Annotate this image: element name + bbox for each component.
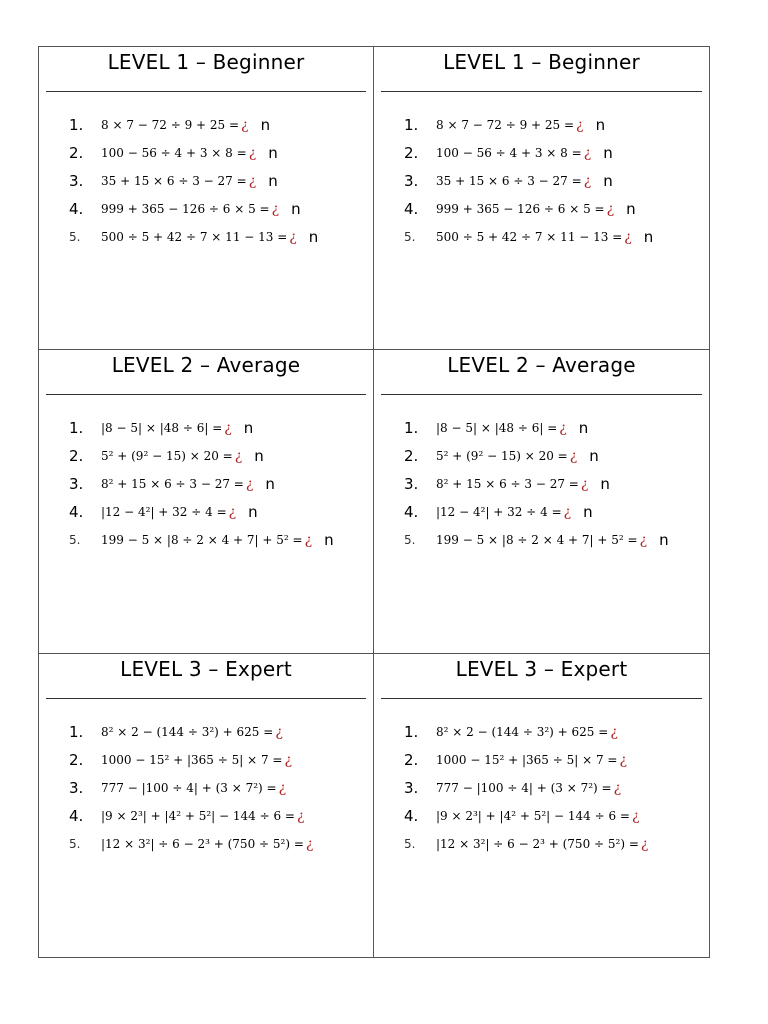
problem-number: 1. bbox=[69, 722, 84, 741]
problem-expression: |9 × 2³| + |4² + 5²| − 144 ÷ 6 = bbox=[436, 808, 630, 823]
problem-item bbox=[404, 167, 705, 195]
card-title: LEVEL 1 – Beginner bbox=[443, 50, 640, 74]
problem-number: 3. bbox=[404, 778, 419, 797]
problem-item bbox=[69, 139, 369, 167]
answer-suffix: n bbox=[260, 116, 271, 134]
problem-expression: |8 − 5| × |48 ÷ 6| = bbox=[436, 421, 558, 436]
problem-expression: 500 ÷ 5 + 42 ÷ 7 × 11 − 13 = bbox=[436, 230, 623, 244]
problem-number: 2. bbox=[69, 447, 84, 466]
problem-number: 3. bbox=[404, 475, 419, 494]
problem-item bbox=[69, 470, 369, 498]
problem-list bbox=[404, 111, 705, 251]
problem-expression: 8² × 2 − (144 ÷ 3²) + 625 = bbox=[436, 724, 609, 739]
problem-number: 3. bbox=[69, 778, 84, 797]
answer-mark: ¿ bbox=[619, 751, 627, 768]
answer-mark: ¿ bbox=[639, 532, 648, 549]
problem-expression: 35 + 15 × 6 ÷ 3 − 27 = bbox=[101, 174, 247, 188]
problem-item bbox=[69, 718, 369, 746]
answer-suffix: n bbox=[583, 503, 593, 522]
problem-expression: 1000 − 15² + |365 ÷ 5| × 7 = bbox=[101, 752, 283, 767]
answer-suffix: n bbox=[248, 503, 258, 522]
problem-expression: 5² + (9² − 15) × 20 = bbox=[101, 449, 233, 464]
problem-expression: 199 − 5 × |8 ÷ 2 × 4 + 7| + 5² = bbox=[436, 533, 638, 548]
problem-item bbox=[404, 414, 705, 442]
problem-item bbox=[69, 746, 369, 774]
card-level-1-left bbox=[39, 47, 374, 350]
answer-mark: ¿ bbox=[296, 807, 305, 824]
problem-item bbox=[69, 830, 369, 858]
problem-item bbox=[404, 526, 705, 554]
title-divider bbox=[46, 394, 366, 395]
card-title: LEVEL 3 – Expert bbox=[120, 656, 292, 681]
answer-suffix: n bbox=[603, 172, 613, 190]
worksheet-grid bbox=[38, 46, 710, 958]
card-title: LEVEL 1 – Beginner bbox=[107, 50, 305, 74]
problem-expression: 199 − 5 × |8 ÷ 2 × 4 + 7| + 5² = bbox=[101, 533, 303, 548]
problem-expression: 777 − |100 ÷ 4| + (3 × 7²) = bbox=[436, 780, 612, 795]
title-divider bbox=[381, 394, 702, 395]
answer-mark: ¿ bbox=[576, 117, 584, 133]
problem-number: 1. bbox=[404, 419, 419, 438]
problem-number: 4. bbox=[69, 200, 84, 218]
problem-expression: |8 − 5| × |48 ÷ 6| = bbox=[101, 421, 223, 436]
problem-item bbox=[69, 498, 369, 526]
answer-suffix: n bbox=[595, 116, 606, 134]
answer-mark: ¿ bbox=[606, 201, 615, 217]
card-level-2-right bbox=[374, 350, 709, 653]
problem-expression: |12 − 4²| + 32 ÷ 4 = bbox=[101, 505, 227, 520]
problem-item bbox=[404, 718, 705, 746]
problem-number: 1. bbox=[69, 419, 84, 438]
answer-mark: ¿ bbox=[224, 420, 232, 437]
problem-number: 2. bbox=[404, 750, 419, 769]
answer-mark: ¿ bbox=[278, 779, 287, 796]
answer-suffix: n bbox=[324, 531, 334, 550]
problem-item bbox=[69, 111, 369, 139]
problem-item bbox=[69, 414, 369, 442]
problem-expression: |12 × 3²| ÷ 6 − 2³ + (750 ÷ 5²) = bbox=[436, 836, 639, 851]
answer-suffix: n bbox=[254, 447, 264, 466]
problem-list bbox=[69, 111, 369, 251]
title-divider bbox=[46, 91, 366, 92]
answer-mark: ¿ bbox=[275, 723, 283, 740]
answer-mark: ¿ bbox=[563, 504, 572, 521]
answer-suffix: n bbox=[291, 200, 301, 218]
problem-list bbox=[404, 718, 705, 858]
answer-mark: ¿ bbox=[583, 145, 592, 161]
problem-number: 4. bbox=[404, 200, 419, 218]
answer-mark: ¿ bbox=[304, 532, 313, 549]
problem-list bbox=[69, 718, 369, 858]
problem-number: 3. bbox=[69, 172, 84, 190]
problem-number: 4. bbox=[69, 503, 84, 522]
problem-number: 5. bbox=[69, 533, 81, 548]
problem-number: 5. bbox=[404, 836, 416, 851]
title-divider bbox=[381, 698, 702, 699]
problem-item bbox=[69, 223, 369, 251]
problem-expression: 8² + 15 × 6 ÷ 3 − 27 = bbox=[436, 477, 579, 492]
problem-number: 5. bbox=[69, 836, 81, 851]
problem-item bbox=[404, 442, 705, 470]
problem-item bbox=[404, 139, 705, 167]
answer-suffix: n bbox=[268, 172, 278, 190]
problem-expression: 8 × 7 − 72 ÷ 9 + 25 = bbox=[436, 118, 575, 132]
problem-item bbox=[69, 167, 369, 195]
problem-expression: 100 − 56 ÷ 4 + 3 × 8 = bbox=[436, 146, 582, 160]
problem-list bbox=[404, 414, 705, 554]
answer-mark: ¿ bbox=[569, 448, 578, 465]
problem-number: 3. bbox=[69, 475, 84, 494]
problem-number: 1. bbox=[69, 116, 84, 134]
answer-suffix: n bbox=[603, 144, 613, 162]
problem-number: 3. bbox=[404, 172, 419, 190]
answer-suffix: n bbox=[659, 531, 669, 550]
answer-mark: ¿ bbox=[580, 476, 589, 493]
problem-number: 2. bbox=[404, 447, 419, 466]
card-level-2-left bbox=[39, 350, 374, 653]
answer-suffix: n bbox=[308, 228, 319, 246]
problem-list bbox=[69, 414, 369, 554]
answer-mark: ¿ bbox=[289, 229, 297, 245]
problem-expression: 8 × 7 − 72 ÷ 9 + 25 = bbox=[101, 118, 240, 132]
problem-number: 4. bbox=[404, 806, 419, 825]
answer-mark: ¿ bbox=[241, 117, 249, 133]
problem-number: 4. bbox=[404, 503, 419, 522]
problem-item bbox=[404, 223, 705, 251]
answer-mark: ¿ bbox=[234, 448, 243, 465]
card-title: LEVEL 2 – Average bbox=[111, 353, 301, 378]
problem-item bbox=[404, 802, 705, 830]
problem-item bbox=[69, 526, 369, 554]
card-title: LEVEL 2 – Average bbox=[447, 353, 636, 378]
problem-expression: |9 × 2³| + |4² + 5²| − 144 ÷ 6 = bbox=[101, 808, 295, 823]
answer-mark: ¿ bbox=[305, 835, 314, 852]
problem-expression: |12 − 4²| + 32 ÷ 4 = bbox=[436, 505, 562, 520]
problem-number: 2. bbox=[69, 750, 84, 769]
card-title: LEVEL 3 – Expert bbox=[455, 656, 628, 681]
problem-expression: 8² × 2 − (144 ÷ 3²) + 625 = bbox=[101, 724, 274, 739]
problem-item bbox=[69, 774, 369, 802]
answer-suffix: n bbox=[243, 419, 254, 438]
answer-suffix: n bbox=[589, 447, 599, 466]
answer-suffix: n bbox=[600, 475, 610, 494]
answer-mark: ¿ bbox=[583, 173, 592, 189]
answer-mark: ¿ bbox=[613, 779, 622, 796]
card-level-3-left bbox=[39, 654, 374, 957]
problem-expression: |12 × 3²| ÷ 6 − 2³ + (750 ÷ 5²) = bbox=[101, 836, 304, 851]
problem-item bbox=[404, 774, 705, 802]
answer-mark: ¿ bbox=[610, 723, 618, 740]
card-level-1-right bbox=[374, 47, 709, 350]
title-divider bbox=[381, 91, 702, 92]
answer-mark: ¿ bbox=[284, 751, 292, 768]
answer-mark: ¿ bbox=[248, 145, 257, 161]
problem-number: 5. bbox=[404, 230, 416, 244]
problem-item bbox=[69, 442, 369, 470]
problem-number: 5. bbox=[69, 230, 81, 244]
problem-expression: 100 − 56 ÷ 4 + 3 × 8 = bbox=[101, 146, 247, 160]
answer-suffix: n bbox=[578, 419, 589, 438]
problem-number: 5. bbox=[404, 533, 416, 548]
answer-suffix: n bbox=[643, 228, 654, 246]
problem-expression: 8² + 15 × 6 ÷ 3 − 27 = bbox=[101, 477, 244, 492]
answer-mark: ¿ bbox=[559, 420, 567, 437]
answer-mark: ¿ bbox=[271, 201, 280, 217]
problem-expression: 1000 − 15² + |365 ÷ 5| × 7 = bbox=[436, 752, 618, 767]
problem-number: 1. bbox=[404, 722, 419, 741]
problem-number: 4. bbox=[69, 806, 84, 825]
problem-item bbox=[404, 195, 705, 223]
problem-expression: 35 + 15 × 6 ÷ 3 − 27 = bbox=[436, 174, 582, 188]
problem-item bbox=[404, 830, 705, 858]
problem-number: 2. bbox=[404, 144, 419, 162]
answer-mark: ¿ bbox=[640, 835, 649, 852]
problem-item bbox=[69, 195, 369, 223]
problem-item bbox=[404, 470, 705, 498]
answer-suffix: n bbox=[268, 144, 278, 162]
problem-expression: 999 + 365 − 126 ÷ 6 × 5 = bbox=[436, 202, 605, 216]
problem-expression: 500 ÷ 5 + 42 ÷ 7 × 11 − 13 = bbox=[101, 230, 288, 244]
answer-mark: ¿ bbox=[631, 807, 640, 824]
problem-item bbox=[69, 802, 369, 830]
problem-number: 2. bbox=[69, 144, 84, 162]
problem-item bbox=[404, 111, 705, 139]
problem-expression: 5² + (9² − 15) × 20 = bbox=[436, 449, 568, 464]
answer-mark: ¿ bbox=[245, 476, 254, 493]
problem-number: 1. bbox=[404, 116, 419, 134]
problem-expression: 777 − |100 ÷ 4| + (3 × 7²) = bbox=[101, 780, 277, 795]
card-level-3-right bbox=[374, 654, 709, 957]
problem-expression: 999 + 365 − 126 ÷ 6 × 5 = bbox=[101, 202, 270, 216]
problem-item bbox=[404, 746, 705, 774]
answer-mark: ¿ bbox=[248, 173, 257, 189]
title-divider bbox=[46, 698, 366, 699]
answer-mark: ¿ bbox=[228, 504, 237, 521]
answer-suffix: n bbox=[265, 475, 275, 494]
problem-item bbox=[404, 498, 705, 526]
answer-suffix: n bbox=[626, 200, 636, 218]
answer-mark: ¿ bbox=[624, 229, 632, 245]
